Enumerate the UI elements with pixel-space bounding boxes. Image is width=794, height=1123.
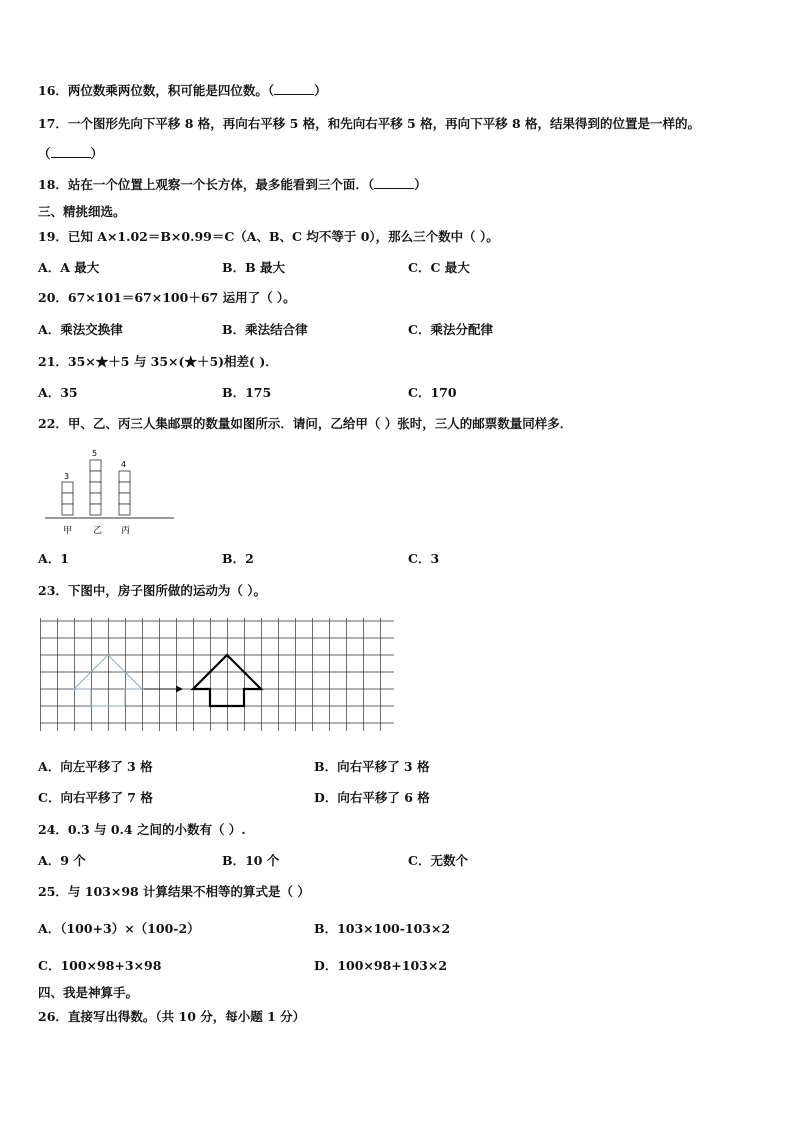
label-bing: 丙: [121, 526, 131, 536]
q21-option-c[interactable]: C．170: [408, 385, 457, 400]
question-20-text: 20．67×101＝67×100＋67 运用了（ ）。: [38, 290, 296, 305]
label-yi: 乙: [93, 526, 103, 536]
q24-option-a[interactable]: A．9 个: [38, 853, 86, 868]
q19-option-c[interactable]: C．C 最大: [408, 260, 470, 275]
answer-blank[interactable]: [51, 147, 91, 158]
question-19-text: 19．已知 A×1.02＝B×0.99＝C（A、B、C 均不等于 0），那么三个数中（ ）。: [38, 229, 499, 244]
label-yi-count: 5: [92, 449, 98, 458]
question-16-text: 16．两位数乘两位数，积可能是四位数。（: [38, 83, 275, 98]
stamp-count-figure: [40, 442, 180, 538]
q25-option-b[interactable]: B．103×100-103×2: [314, 921, 451, 936]
q20-option-a[interactable]: A．乘法交换律: [38, 322, 123, 337]
q23-option-c[interactable]: C．向右平移了 7 格: [38, 790, 153, 805]
label-jia: 甲: [63, 526, 73, 536]
q25-option-a[interactable]: A．（100+3）×（100-2）: [38, 921, 200, 936]
q22-option-c[interactable]: C．3: [408, 551, 440, 566]
q24-option-c[interactable]: C．无数个: [408, 853, 468, 868]
label-bing-count: 4: [121, 460, 127, 469]
q24-option-b[interactable]: B．10 个: [222, 853, 280, 868]
house-original: [74, 655, 142, 706]
house-translation-grid: [40, 618, 400, 738]
q21-option-b[interactable]: B．175: [222, 385, 272, 400]
section-4-heading: 四、我是神算手。: [38, 985, 139, 1000]
q20-option-c[interactable]: C．乘法分配律: [408, 322, 493, 337]
question-17-text: 17．一个图形先向下平移 8 格，再向右平移 5 格，和先向右平移 5 格，再向下平移 8 格，结果得到的位置是一样的。: [38, 116, 701, 131]
question-18: 18．站在一个位置上观察一个长方体，最多能看到三个面．（ ）: [38, 177, 427, 192]
q23-option-d[interactable]: D．向右平移了 6 格: [314, 790, 430, 805]
arrow-head: [176, 686, 183, 693]
q19-option-b[interactable]: B．B 最大: [222, 260, 285, 275]
label-jia-count: 3: [64, 472, 70, 481]
house-moved: [193, 655, 261, 706]
q20-option-b[interactable]: B．乘法结合律: [222, 322, 308, 337]
q23-option-a[interactable]: A．向左平移了 3 格: [38, 759, 153, 774]
question-16: 16．两位数乘两位数，积可能是四位数。（ ）: [38, 83, 327, 98]
q21-option-a[interactable]: A．35: [38, 385, 78, 400]
question-21-text: 21．35×★＋5 与 35×(★＋5)相差( )．: [38, 354, 278, 369]
question-25-text: 25．与 103×98 计算结果不相等的算式是（ ）: [38, 884, 310, 899]
q22-option-b[interactable]: B．2: [222, 551, 254, 566]
answer-blank[interactable]: [374, 178, 414, 189]
question-26-text: 26．直接写出得数。（共 10 分，每小题 1 分）: [38, 1009, 306, 1024]
answer-blank[interactable]: [274, 84, 314, 95]
question-17-answer: （ ）: [38, 146, 104, 161]
question-24-text: 24．0.3 与 0.4 之间的小数有（ ）.: [38, 822, 246, 837]
q19-option-a[interactable]: A．A 最大: [38, 260, 100, 275]
question-17: [38, 116, 700, 132]
q23-option-b[interactable]: B．向右平移了 3 格: [314, 759, 430, 774]
question-22-text: 22．甲、乙、丙三人集邮票的数量如图所示．请问，乙给甲（ ）张时，三人的邮票数量同样多．: [38, 416, 573, 431]
q22-option-a[interactable]: A．1: [38, 551, 69, 566]
question-23-text: 23．下图中，房子图所做的运动为（ ）。: [38, 583, 266, 598]
question-18-text: 18．站在一个位置上观察一个长方体，最多能看到三个面．（: [38, 177, 375, 192]
q25-option-d[interactable]: D．100×98+103×2: [314, 958, 448, 973]
section-3-heading: 三、精挑细选。: [38, 204, 126, 219]
q25-option-c[interactable]: C．100×98+3×98: [38, 958, 162, 973]
